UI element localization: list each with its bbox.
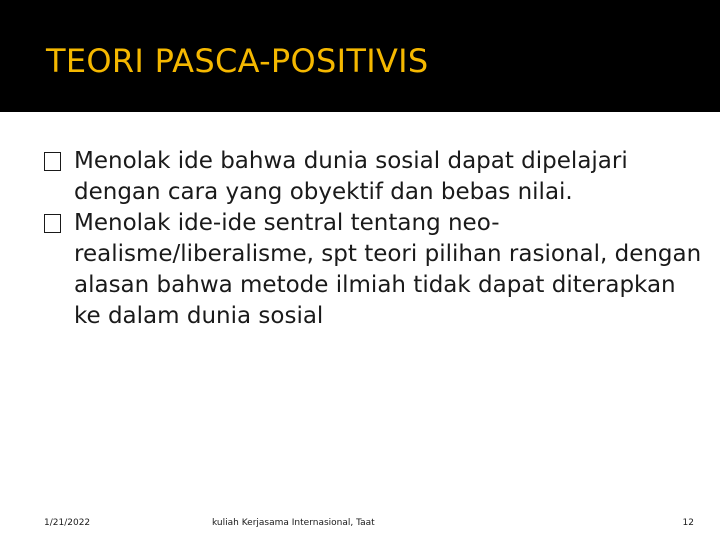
footer-text: kuliah Kerjasama Internasional, Taat: [212, 518, 375, 528]
slide-content: [44, 146, 704, 332]
missing-glyph-box-icon: [44, 214, 61, 233]
missing-glyph-box-icon: [44, 152, 61, 171]
bullet-item: [44, 146, 704, 208]
page-number: 12: [682, 518, 694, 528]
title-bar: [0, 0, 720, 112]
footer-date: 1/21/2022: [44, 518, 91, 528]
bullet-item: [44, 208, 704, 332]
bullet-text: Menolak ide-ide sentral tentang neo-realisme/liberalisme, spt teori pilihan rasional, dengan alasan bahwa metode ilmiah tidak dapat diterapkan ke dalam dunia sosial: [74, 210, 702, 329]
slide-title: TEORI PASCA-POSITIVIS: [46, 42, 429, 80]
bullet-text: Menolak ide bahwa dunia sosial dapat dipelajari dengan cara yang obyektif dan bebas nilai.: [74, 148, 628, 205]
